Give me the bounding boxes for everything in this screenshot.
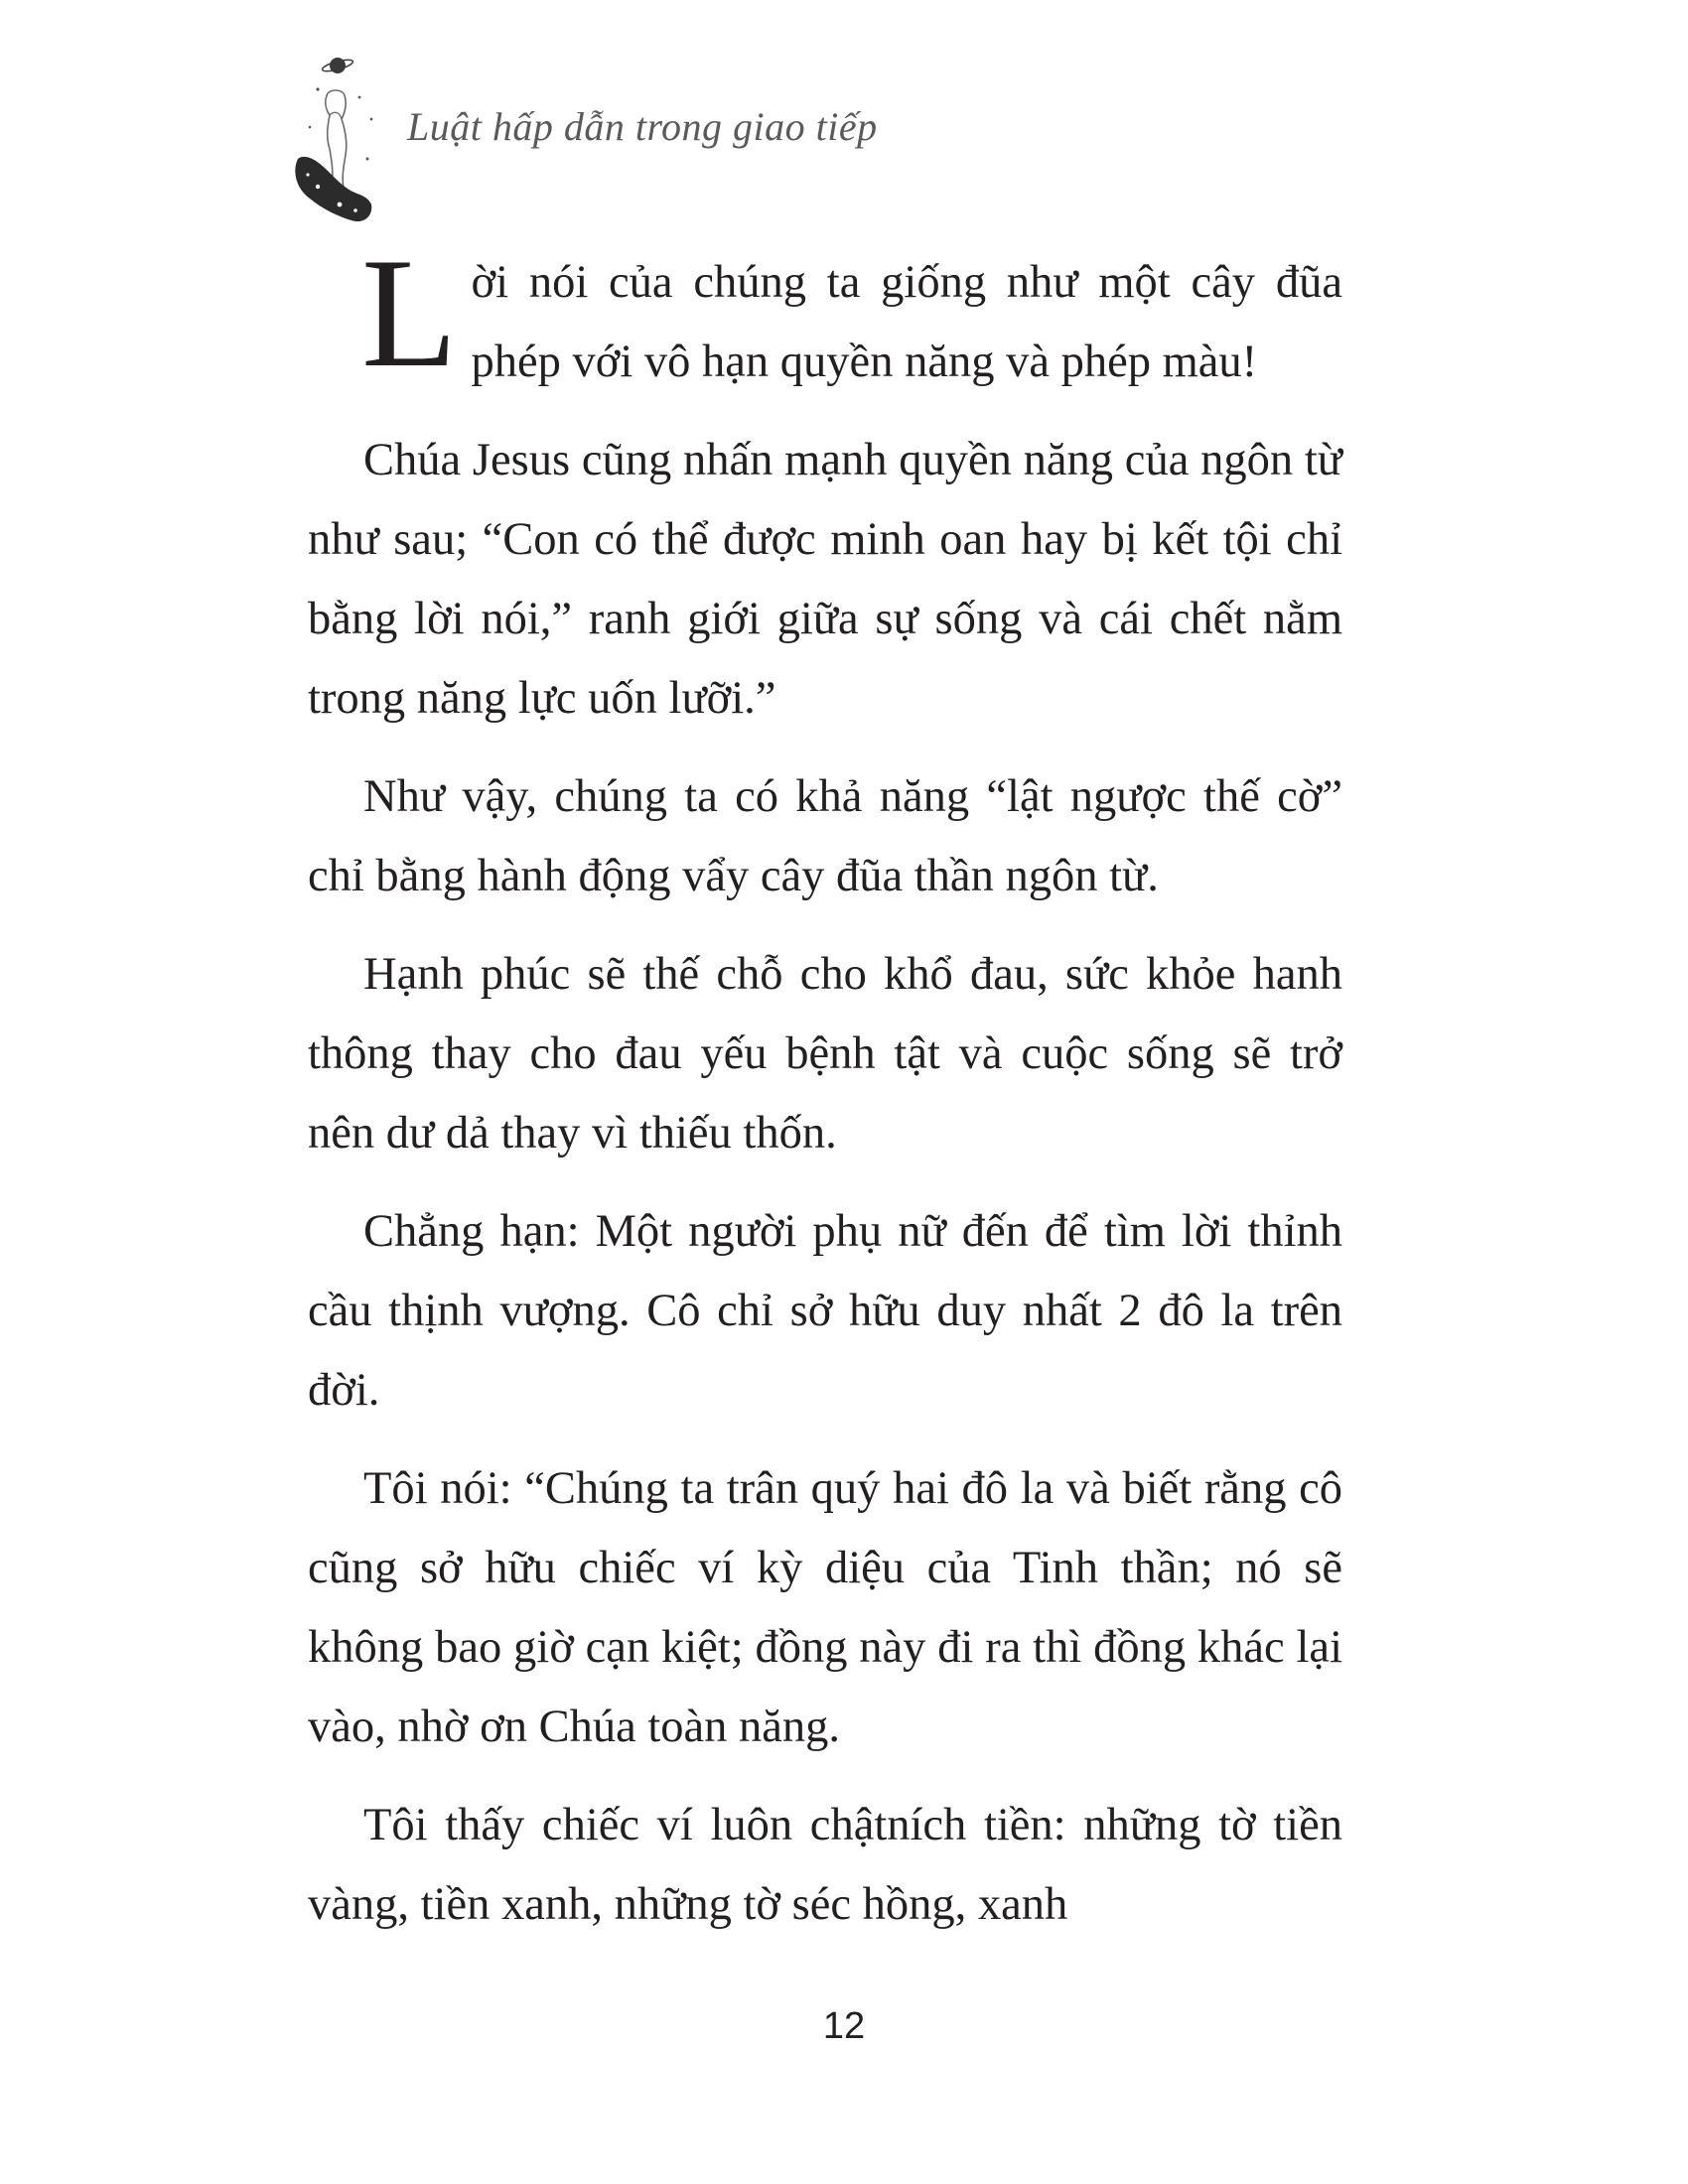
paragraph: Như vậy, chúng ta có khả năng “lật ngược thế cờ” chỉ bằng hành động vẩy cây đũa thần ngôn từ. (308, 771, 1342, 901)
paragraph: Tôi thấy chiếc ví luôn chậtních tiền: những tờ tiền vàng, tiền xanh, những tờ séc hồng, xanh (308, 1800, 1342, 1930)
page-header (288, 50, 983, 228)
paragraph: Chúa Jesus cũng nhấn mạnh quyền năng của ngôn từ như sau; “Con có thể được minh oan hay bị kết tội chỉ bằng lời nói,” ranh giới giữa sự sống và cái chết nằm trong năng lực uốn lưỡi.” (308, 435, 1342, 724)
running-title: Luật hấp dẫn trong giao tiếp (407, 104, 878, 149)
paragraph: Hạnh phúc sẽ thế chỗ cho khổ đau, sức khỏe hanh thông thay cho đau yếu bệnh tật và cuộc sống sẽ trở nên dư dả thay vì thiếu thốn. (308, 949, 1342, 1159)
page-number: 12 (822, 2005, 866, 2047)
body-text (308, 226, 1342, 1964)
paragraph: Tôi nói: “Chúng ta trân quý hai đô la và biết rằng cô cũng sở hữu chiếc ví kỳ diệu của Tinh thần; nó sẽ không bao giờ cạn kiệt; đồng này đi ra thì đồng khác lại vào, nhờ ơn Chúa toàn năng. (308, 1463, 1342, 1752)
opening-text: ời nói của chúng ta giống như một cây đũa phép với vô hạn quyền năng và phép màu! (471, 257, 1342, 387)
paragraph: Chẳng hạn: Một người phụ nữ đến để tìm lời thỉnh cầu thịnh vượng. Cô chỉ sở hữu duy nhất 2 đô la trên đời. (308, 1206, 1342, 1416)
drop-cap: L (361, 226, 458, 400)
opening-paragraph (308, 226, 1342, 402)
hand-with-planet-and-stars-icon (288, 50, 397, 228)
